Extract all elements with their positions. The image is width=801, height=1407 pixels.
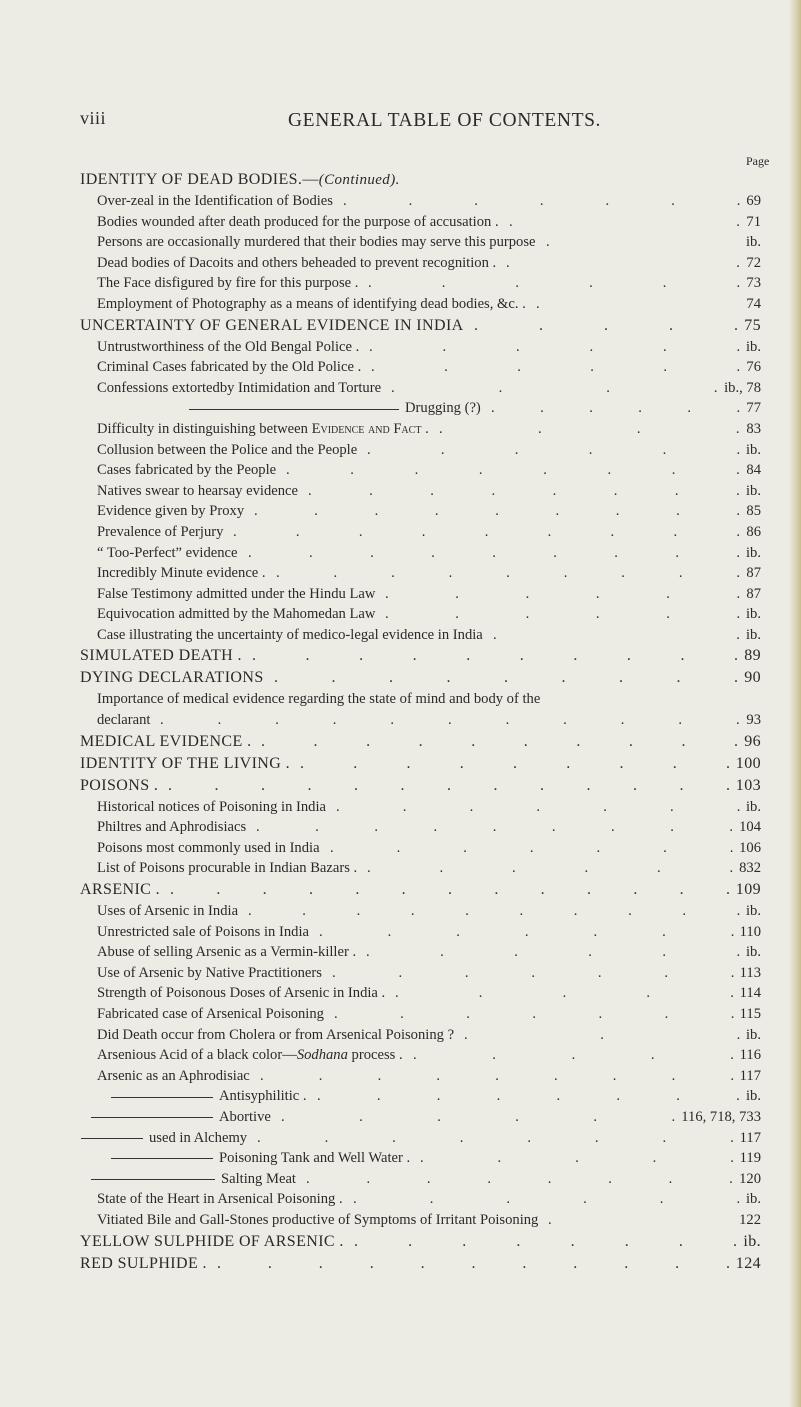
toc-section-title [80, 753, 290, 775]
toc-entry-title [97, 625, 483, 646]
toc-page-number: 93 [746, 712, 761, 729]
leader-dots: . [546, 234, 550, 251]
entry-text: Bodies wounded after death produced for the purpose of accusation . [97, 213, 499, 230]
toc-entry-row [0, 1004, 801, 1025]
leader-dots: . . . . . . . . . . . . . [168, 776, 730, 794]
toc-page-number: 90 [744, 669, 761, 687]
continued-note: (Continued). [318, 172, 400, 188]
toc-entry-title [97, 440, 357, 461]
toc-page-number: 117 [739, 1067, 761, 1084]
entry-text: declarant [97, 712, 151, 729]
toc-entry-row [0, 1148, 801, 1169]
entry-text: DYING DECLARATIONS [80, 669, 264, 687]
toc-entry-title [97, 1025, 454, 1046]
leader-dots: . . . . . . [281, 1108, 676, 1125]
entry-text: Poisoning Tank and Well Water . [219, 1150, 411, 1167]
toc-section-title [80, 169, 400, 191]
toc-entry-title [97, 1045, 403, 1066]
toc-page-number: ib. [746, 234, 761, 251]
toc-page-number: ib. [746, 441, 761, 458]
entry-text: The Face disfigured by fire for this purpose . [97, 275, 359, 292]
toc-page-number: 85 [746, 503, 761, 520]
leader-dots: . . . . . . . . . [276, 565, 741, 582]
entry-text-tail: process . [347, 1047, 403, 1064]
entry-text: Incredibly Minute evidence . [97, 565, 266, 582]
ditto-rule [111, 1158, 213, 1159]
entry-text: Unrestricted sale of Poisons in India [97, 923, 309, 940]
leader-dots: . . . . . . . . . [300, 754, 730, 772]
entry-text: SIMULATED DEATH . [80, 647, 242, 665]
entry-text-tail: . [421, 420, 429, 437]
toc-page-number: 114 [739, 985, 761, 1002]
toc-entry-row [0, 398, 801, 419]
leader-dots: . . . . . . . . . [256, 819, 734, 836]
toc-page-number: 103 [735, 776, 761, 794]
toc-page-number: 87 [746, 565, 761, 582]
toc-entry-title [97, 1210, 538, 1231]
toc-page-number: 116, 718, 733 [681, 1108, 761, 1125]
toc-entry-title [97, 689, 540, 710]
toc-entry-row [0, 357, 801, 378]
leader-dots: . . [506, 254, 740, 271]
leader-dots: . . . . . . . . . . [248, 903, 741, 920]
toc-entry-row [0, 1107, 801, 1128]
entry-text: Equivocation admitted by the Mahomedan Law [97, 606, 376, 623]
entry-text: Confessions extortedby Intimidation and Torture [97, 379, 382, 396]
toc-entry-title [97, 522, 223, 543]
toc-entry-row [0, 963, 801, 984]
page-edge [789, 0, 801, 1407]
toc-entry-row [0, 563, 801, 584]
toc-page-number: ib. [746, 903, 761, 920]
entry-text: Salting Meat [221, 1170, 296, 1187]
toc-entry-title [97, 797, 326, 818]
running-header: GENERAL TABLE OF CONTENTS. [288, 110, 602, 131]
toc-entry-title [97, 710, 150, 731]
leader-dots: . . . . . . . . . [248, 544, 741, 561]
toc-page-number: ib. [746, 626, 761, 643]
leader-dots: . . . . [391, 379, 718, 396]
toc-section-title [80, 731, 251, 753]
toc-section-title [80, 775, 158, 797]
entry-text: Dead bodies of Dacoits and others beheaded to prevent recognition . [97, 254, 497, 271]
leader-dots: . . . . . . [368, 275, 741, 292]
leader-dots: . . . . . . . . . . . [160, 712, 740, 729]
toc-entry-title [97, 563, 266, 584]
toc-page-number: 120 [739, 1170, 761, 1187]
leader-dots: . . . . . . . [319, 923, 735, 940]
entry-text: List of Poisons procurable in Indian Bazars . [97, 860, 358, 877]
toc-entry-title [97, 294, 526, 315]
entry-text: Natives swear to hearsay evidence [97, 482, 298, 499]
toc-entry-title [97, 983, 385, 1004]
toc-page-number: 76 [746, 359, 761, 376]
toc-section-title [80, 645, 242, 667]
toc-entry-row [0, 440, 801, 461]
toc-entry-row [0, 501, 801, 522]
toc-entry-row [0, 337, 801, 358]
toc-page-number: 110 [739, 923, 761, 940]
entry-text: Poisons most commonly used in India [97, 839, 320, 856]
entry-smallcaps-text: Evidence and Fact [311, 420, 422, 437]
leader-dots: . . . . . . [367, 860, 734, 877]
toc-section-row [0, 753, 801, 775]
toc-page-number: ib. [746, 482, 761, 499]
toc-page-number: ib. [746, 1026, 761, 1043]
leader-dots: . . . . . . . . [306, 1170, 733, 1187]
toc-page-number: 87 [746, 585, 761, 602]
toc-page-number: 77 [746, 400, 761, 417]
toc-page-number: 832 [739, 860, 761, 877]
toc-page-number: ib. [746, 606, 761, 623]
toc-entry-title [111, 1148, 410, 1169]
toc-entry-title [97, 817, 246, 838]
leader-dots: . [548, 1211, 552, 1228]
toc-entry-title [97, 273, 358, 294]
entry-text: Use of Arsenic by Native Practitioners [97, 964, 322, 981]
leader-dots: . . [509, 213, 740, 230]
entry-text: Uses of Arsenic in India [97, 903, 239, 920]
page-column-label: Page [746, 154, 770, 168]
toc-section-title [80, 1253, 207, 1275]
entry-text: POISONS . [80, 776, 159, 794]
leader-dots: . . . . . . . . . [233, 523, 741, 540]
toc-entry-title [97, 584, 375, 605]
toc-page-number: 86 [746, 523, 761, 540]
leader-dots: . . . . . . . [343, 193, 741, 209]
leader-dots: . . . . . . . . [317, 1088, 740, 1105]
leader-dots: . . . . [439, 420, 740, 437]
entry-text: Did Death occur from Cholera or from Arsenical Poisoning ? [97, 1026, 455, 1043]
toc-section-row [0, 645, 801, 667]
toc-page-number: 124 [735, 1254, 761, 1272]
ditto-rule [189, 409, 399, 410]
toc-entry-row [0, 858, 801, 879]
toc-entry-row [0, 1086, 801, 1107]
page-folio: viii [80, 108, 107, 128]
toc-entry-row [0, 584, 801, 605]
toc-entry-row [0, 191, 801, 212]
leader-dots: . . . . . . . . . [254, 503, 741, 520]
toc-entry-row [0, 797, 801, 818]
toc-entry-row [0, 1025, 801, 1046]
toc-page-number: ib. [743, 1232, 761, 1250]
toc-section-row [0, 667, 801, 689]
leader-dots: . . . . . . . . [257, 1129, 734, 1146]
toc-page-number: 117 [739, 1129, 761, 1146]
toc-entry-title [97, 481, 298, 502]
toc-entry-title [97, 232, 536, 253]
toc-section-title [80, 315, 464, 337]
entry-text: Philtres and Aphrodisiacs [97, 819, 247, 836]
toc-entry-title [97, 858, 357, 879]
toc-page-number: ib. [746, 798, 761, 815]
entry-text: Collusion between the Police and the People [97, 441, 358, 458]
toc-section-row [0, 731, 801, 753]
leader-dots: . . . . . . [385, 606, 741, 623]
entry-text: ARSENIC . [80, 881, 161, 899]
toc-page-number: ib. [746, 338, 761, 355]
toc-entry-row [0, 1045, 801, 1066]
leader-dots: . . . . . . . . . [274, 669, 738, 687]
table-of-contents [0, 169, 801, 1275]
entry-text: “ Too-Perfect” evidence [97, 544, 238, 561]
toc-page-number: 116 [739, 1047, 761, 1064]
toc-section-row [0, 879, 801, 901]
toc-entry-row [0, 522, 801, 543]
toc-entry-title [97, 1189, 343, 1210]
entry-text: Fabricated case of Arsenical Poisoning [97, 1006, 324, 1022]
toc-page-number: 109 [735, 881, 761, 899]
toc-entry-title [97, 212, 499, 233]
toc-entry-row [0, 232, 801, 253]
toc-entry-row [0, 604, 801, 625]
ditto-rule [111, 1097, 213, 1098]
toc-section-row [0, 169, 801, 191]
toc-page-number: 89 [744, 647, 761, 665]
leader-dots: . . . . . . [491, 400, 741, 417]
leader-dots: . . . . . [395, 985, 734, 1002]
toc-entry-title [97, 901, 238, 922]
toc-page-number: 115 [739, 1006, 761, 1022]
toc-entry-row [0, 922, 801, 943]
leader-dots: . . . . . [474, 316, 738, 334]
toc-entry-title [97, 337, 359, 358]
toc-entry-row [0, 1210, 801, 1231]
leader-dots: . . . . . . . [332, 964, 735, 981]
entry-text: Over-zeal in the Identification of Bodies [97, 193, 333, 209]
toc-entry-row [0, 1066, 801, 1087]
toc-entry-row [0, 273, 801, 294]
leader-dots: . . . . . . . . [286, 462, 740, 479]
leader-dots: . . . . . . . . [308, 482, 740, 499]
toc-page-number: 72 [746, 254, 761, 271]
entry-text: RED SULPHIDE . [80, 1254, 207, 1272]
toc-entry-title [97, 942, 356, 963]
toc-entry-row [0, 460, 801, 481]
toc-page-number: 71 [746, 213, 761, 230]
toc-page-number: 106 [739, 839, 761, 856]
toc-entry-title [97, 1004, 324, 1025]
leader-dots: . . . . . . . [330, 839, 734, 856]
entry-text: IDENTITY OF DEAD BODIES.— [80, 171, 319, 188]
toc-entry-title [97, 501, 244, 522]
entry-italic-text: Sodhana [296, 1047, 348, 1064]
leader-dots: . . . [464, 1026, 741, 1043]
toc-entry-row [0, 294, 801, 315]
ditto-rule [91, 1179, 215, 1180]
toc-section-row [0, 315, 801, 337]
toc-page-number: ib. [746, 1088, 761, 1105]
toc-entry-row [0, 942, 801, 963]
leader-dots: . . . . . . . [334, 1006, 735, 1022]
entry-text: Difficulty in distinguishing between [97, 420, 312, 437]
leader-dots: . . . . . . . . . [260, 1067, 735, 1084]
toc-section-row [0, 1253, 801, 1275]
leader-dots: . . . . . . . . . . [261, 732, 738, 750]
entry-text: False Testimony admitted under the Hindu Law [97, 585, 376, 602]
entry-text: Importance of medical evidence regarding the state of mind and body of the [97, 691, 541, 708]
entry-text: State of the Heart in Arsenical Poisoning . [97, 1191, 343, 1208]
toc-entry-row [0, 212, 801, 233]
toc-entry-row [0, 689, 801, 710]
toc-page-number: 69 [746, 193, 761, 209]
toc-page-number: 113 [739, 964, 761, 981]
toc-entry-row [0, 419, 801, 440]
toc-page-number: ib., 78 [724, 379, 761, 396]
toc-section-title [80, 879, 160, 901]
toc-entry-title [97, 922, 309, 943]
toc-page-number: 75 [744, 316, 761, 334]
toc-entry-row [0, 983, 801, 1004]
entry-text: Antisyphilitic . [219, 1088, 307, 1105]
leader-dots: . . . . . . [371, 359, 741, 376]
toc-page-number: 100 [735, 754, 761, 772]
entry-text: Case illustrating the uncertainty of medico-legal evidence in India [97, 626, 483, 643]
toc-entry-title [91, 1107, 271, 1128]
toc-entry-title [97, 604, 375, 625]
entry-text: Prevalence of Perjury [97, 523, 224, 540]
toc-entry-title [111, 1086, 307, 1107]
toc-entry-title [189, 398, 481, 419]
entry-text: YELLOW SULPHIDE OF ARSENIC . [80, 1232, 344, 1250]
entry-text: Abortive [219, 1108, 271, 1125]
toc-entry-title [91, 1169, 296, 1190]
toc-entry-title [97, 838, 320, 859]
toc-entry-title [97, 253, 496, 274]
toc-entry-title [97, 419, 429, 440]
leader-dots: . . . . . . . . . . . . . [170, 881, 730, 899]
toc-entry-row [0, 253, 801, 274]
toc-entry-title [97, 1066, 250, 1087]
entry-text: Strength of Poisonous Doses of Arsenic in India . [97, 985, 386, 1002]
entry-text: Drugging (?) [405, 400, 481, 417]
toc-entry-title [97, 543, 238, 564]
toc-page-number: 73 [746, 275, 761, 292]
leader-dots: . . . . . . . . . . . [217, 1254, 730, 1272]
toc-page-number: 83 [746, 420, 761, 437]
toc-page-number: 122 [739, 1211, 761, 1228]
leader-dots: . . . . . . [369, 338, 741, 355]
toc-page-number: 119 [739, 1150, 761, 1167]
toc-entry-row [0, 543, 801, 564]
toc-entry-row [0, 481, 801, 502]
entry-text: Historical notices of Poisoning in India [97, 798, 327, 815]
ditto-rule [81, 1138, 143, 1139]
leader-dots: . . . . . . [367, 441, 741, 458]
leader-dots: . . . . . . . [336, 798, 741, 815]
entry-text: Untrustworthiness of the Old Bengal Police . [97, 338, 360, 355]
entry-text: Persons are occasionally murdered that their bodies may serve this purpose [97, 234, 536, 251]
toc-page-number: ib. [746, 1191, 761, 1208]
leader-dots: . . . . . . [366, 944, 741, 961]
toc-page-number: 74 [746, 295, 761, 312]
leader-dots: . . . . . [413, 1047, 734, 1064]
entry-text: Arsenic as an Aphrodisiac [97, 1067, 250, 1084]
toc-entry-row [0, 625, 801, 646]
leader-dots: . . . . . . . . [354, 1232, 737, 1250]
toc-page-number: ib. [746, 544, 761, 561]
leader-dots: . [536, 295, 540, 312]
toc-section-row [0, 1231, 801, 1253]
entry-text: Cases fabricated by the People [97, 462, 277, 479]
leader-dots: . . . . . . . . . . [252, 647, 738, 665]
toc-entry-row [0, 1128, 801, 1149]
entry-text: Criminal Cases fabricated by the Old Police . [97, 359, 362, 376]
toc-section-row [0, 775, 801, 797]
toc-section-title [80, 667, 264, 689]
entry-text: Employment of Photography as a means of identifying dead bodies, &c. . [97, 295, 526, 312]
toc-entry-title [97, 460, 276, 481]
toc-entry-row [0, 1169, 801, 1190]
toc-entry-row [0, 817, 801, 838]
toc-page-number: 104 [739, 819, 761, 836]
ditto-rule [91, 1117, 213, 1118]
toc-entry-row [0, 710, 801, 731]
toc-entry-row [0, 901, 801, 922]
entry-text: UNCERTAINTY OF GENERAL EVIDENCE IN INDIA [80, 316, 464, 334]
leader-dots: . . . . . [420, 1150, 734, 1167]
toc-page-number: ib. [746, 944, 761, 961]
toc-entry-title [97, 191, 333, 212]
entry-text: MEDICAL EVIDENCE . [80, 732, 252, 750]
entry-text: Vitiated Bile and Gall-Stones productive of Symptoms of Irritant Poisoning [97, 1211, 539, 1228]
leader-dots: . . . . . . [353, 1191, 741, 1208]
toc-entry-row [0, 838, 801, 859]
toc-entry-title [81, 1128, 247, 1149]
entry-text: IDENTITY OF THE LIVING . [80, 754, 291, 772]
toc-page-number: 84 [746, 462, 761, 479]
toc-section-title [80, 1231, 344, 1253]
entry-text: Arsenious Acid of a black color— [97, 1047, 297, 1064]
entry-text: Abuse of selling Arsenic as a Vermin-killer . [97, 944, 357, 961]
leader-dots: . . . . . . [385, 585, 741, 602]
toc-entry-title [97, 378, 381, 399]
toc-entry-row [0, 378, 801, 399]
toc-entry-row [0, 1189, 801, 1210]
leader-dots: . . [493, 626, 740, 643]
toc-entry-title [97, 963, 322, 984]
entry-text: used in Alchemy [149, 1129, 248, 1146]
entry-text: Evidence given by Proxy [97, 503, 245, 520]
toc-page-number: 96 [744, 732, 761, 750]
toc-entry-title [97, 357, 361, 378]
